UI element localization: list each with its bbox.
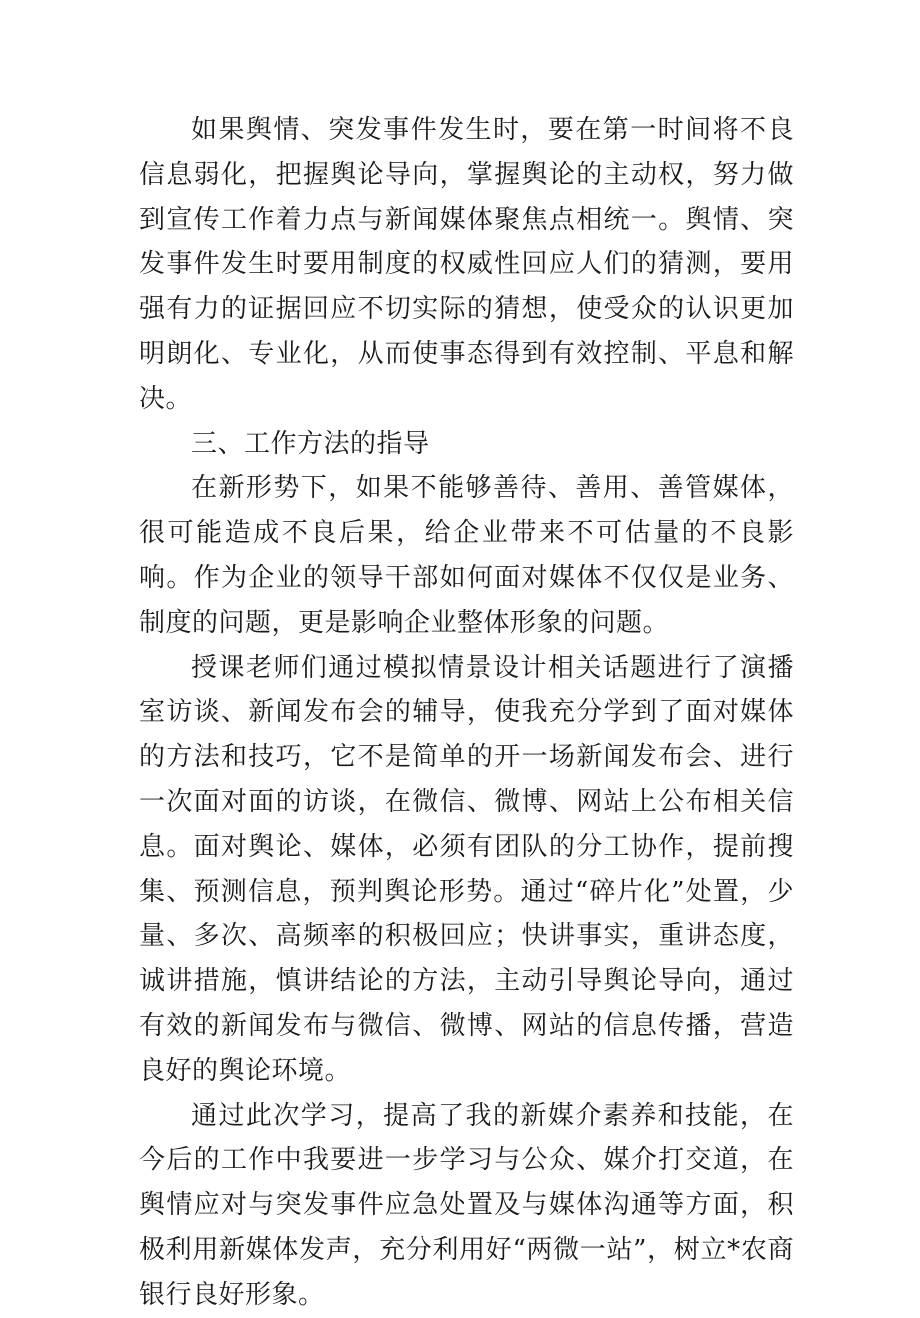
- paragraph-conclusion: 通过此次学习，提高了我的新媒介素养和技能，在今后的工作中我要进一步学习与公众、媒介打交道，在舆情应对与突发事件应急处置及与媒体沟通等方面，积极利用新媒体发声，充分利用好“两微一站”，树立*农商银行良好形象。: [139, 1100, 794, 1310]
- paragraph-training: 授课老师们通过模拟情景设计相关话题进行了演播室访谈、新闻发布会的辅导，使我充分学到了面对媒体的方法和技巧，它不是简单的开一场新闻发布会、进行一次面对面的访谈，在微信、微博、网站上公布相关信息。面对舆论、媒体，必须有团队的分工协作，提前搜集、预测信息，预判舆论形势。通过“碎片化”处置，少量、多次、高频率的积极回应；快讲事实，重讲态度，诚讲措施，慎讲结论的方法，主动引导舆论导向，通过有效的新闻发布与微信、微博、网站的信息传播，营造良好的舆论环境。: [139, 652, 794, 1086]
- paragraph-new-situation: 在新形势下，如果不能够善待、善用、善管媒体，很可能造成不良后果，给企业带来不可估量的不良影响。作为企业的领导干部如何面对媒体不仅仅是业务、制度的问题，更是影响企业整体形象的问题。: [139, 473, 794, 638]
- section-heading-methods: 三、工作方法的指导: [191, 428, 430, 459]
- document-body: [139, 108, 794, 1318]
- paragraph-crisis-response: 如果舆情、突发事件发生时，要在第一时间将不良信息弱化，把握舆论导向，掌握舆论的主动权，努力做到宣传工作着力点与新闻媒体聚焦点相统一。舆情、突发事件发生时要用制度的权威性回应人们的猜测，要用强有力的证据回应不切实际的猜想，使受众的认识更加明朗化、专业化，从而使事态得到有效控制、平息和解决。: [139, 115, 794, 414]
